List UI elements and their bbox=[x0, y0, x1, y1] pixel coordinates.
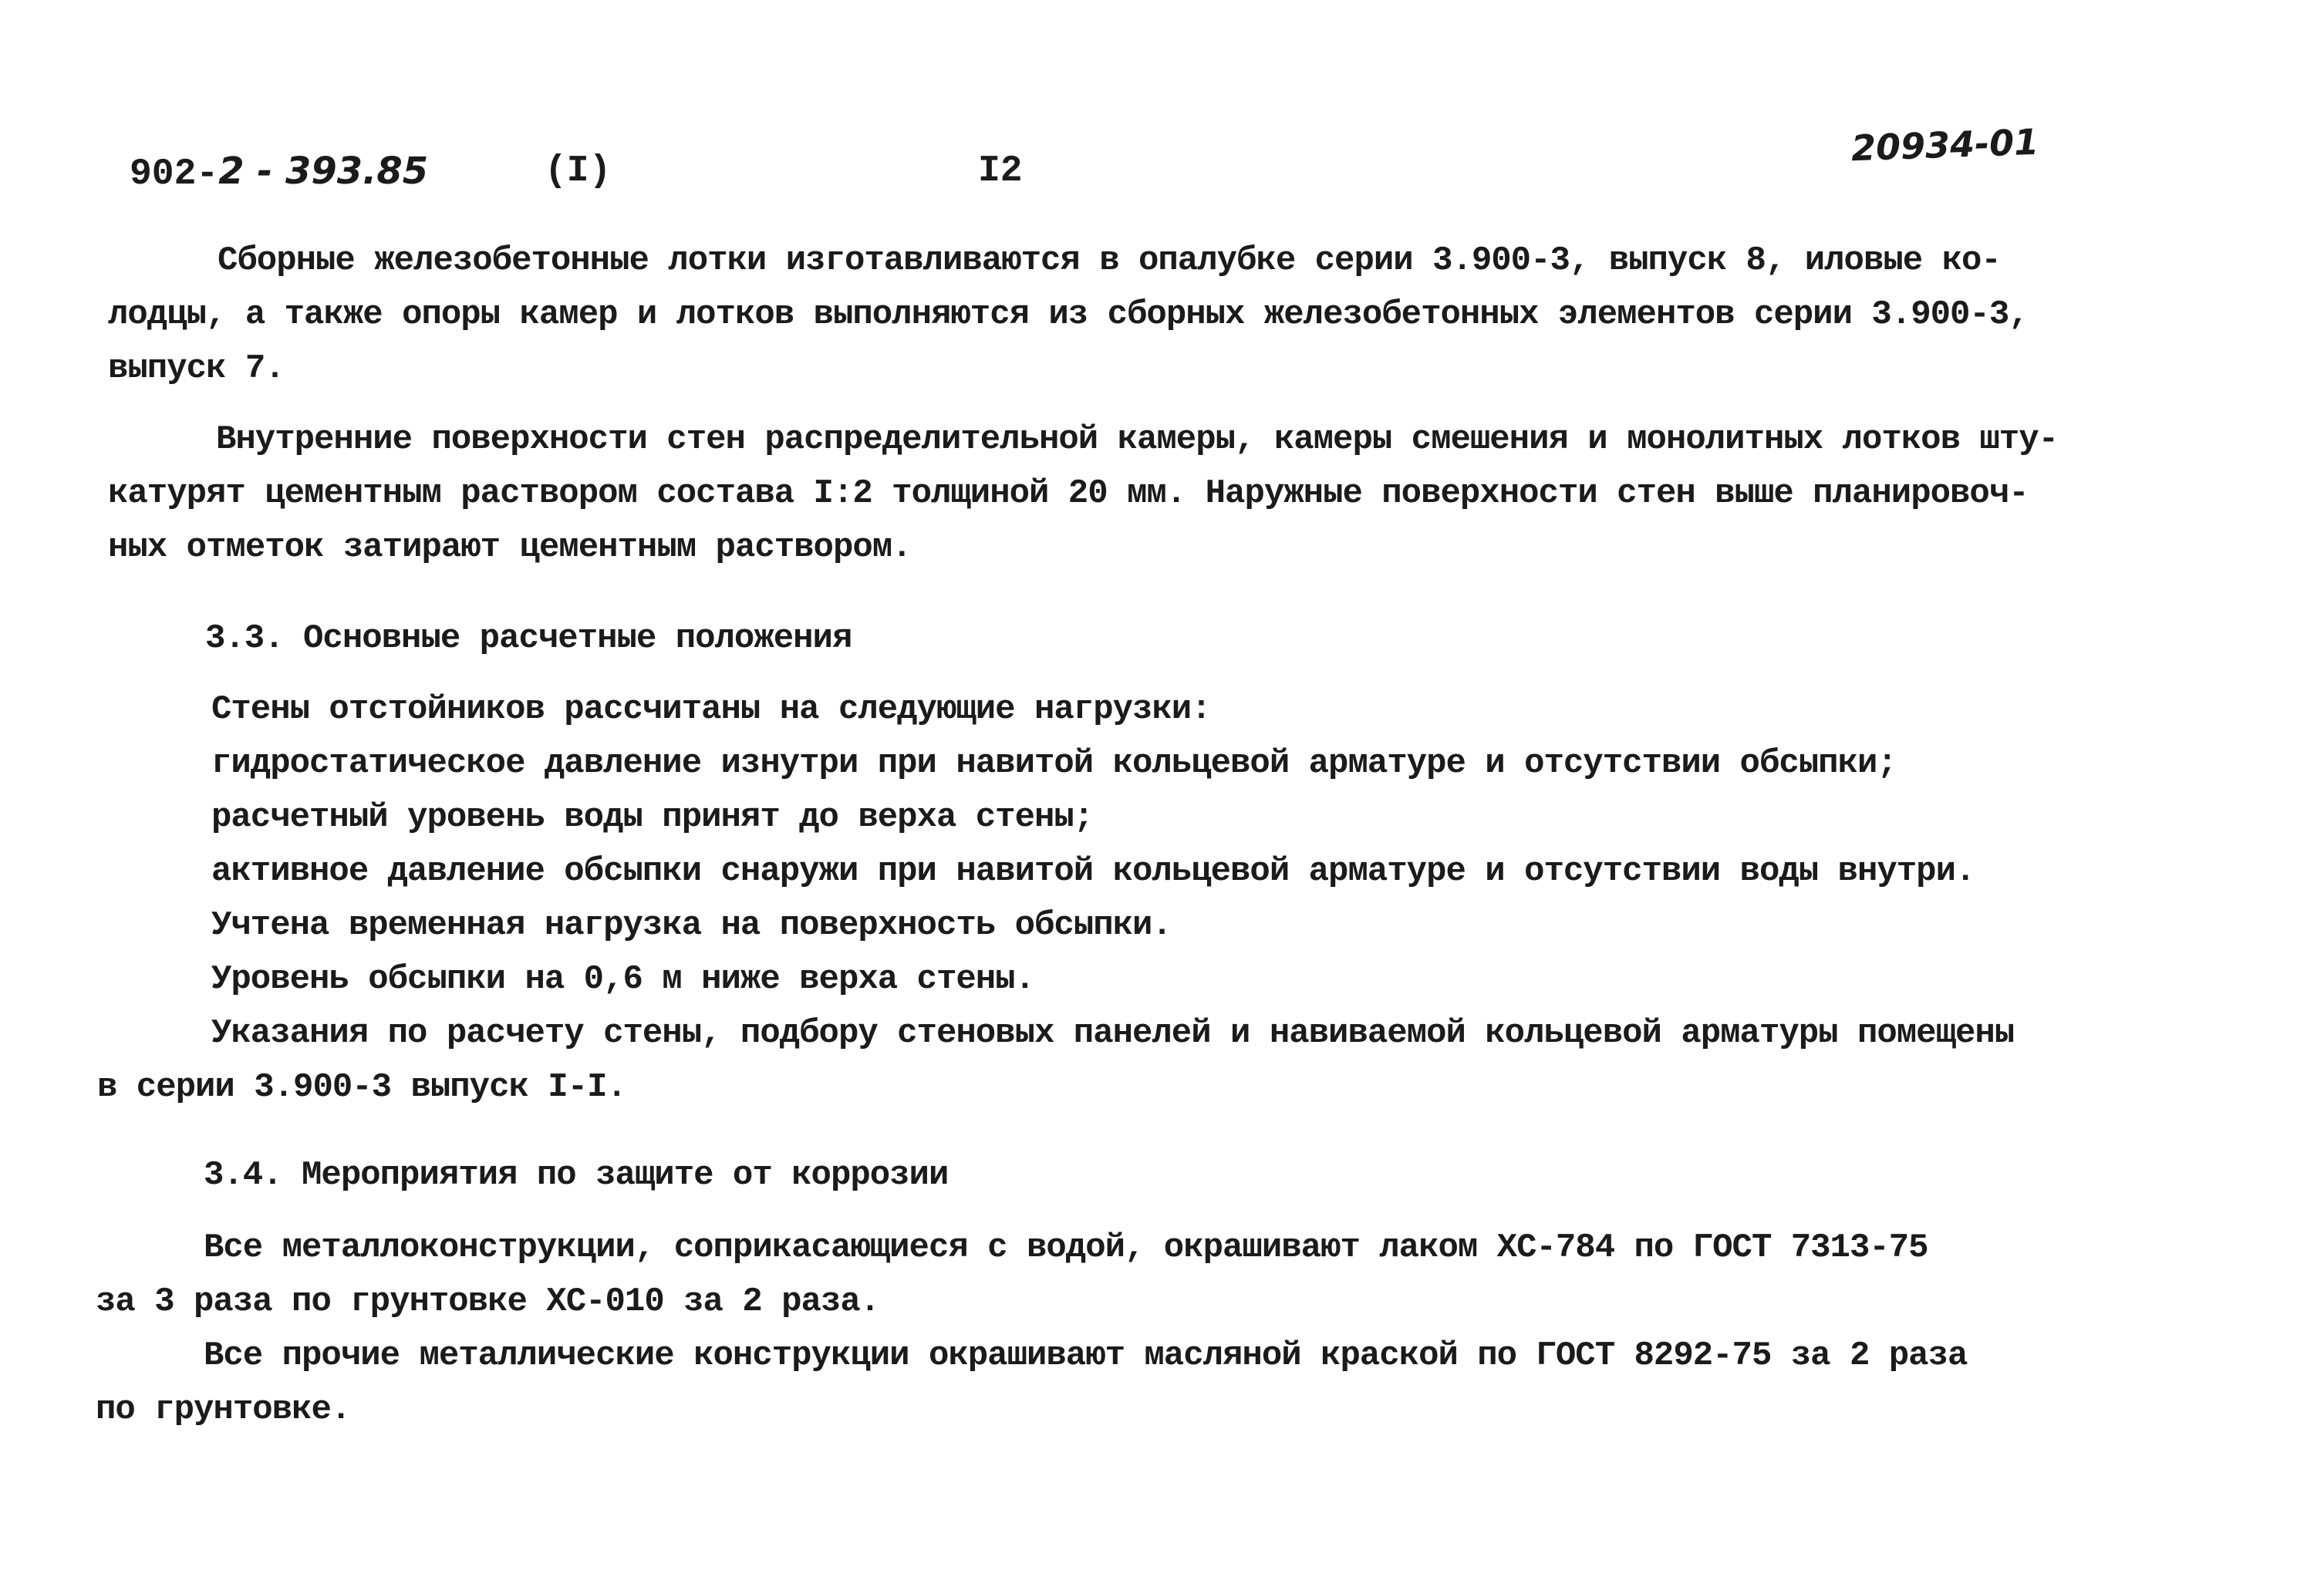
section-3-4-line-4: по грунтовке. bbox=[96, 1390, 351, 1429]
document-code-prefix: 902- bbox=[130, 153, 219, 195]
paragraph-2-line-1: Внутренние поверхности стен распределительной камеры, камеры смешения и монолитных лотков шту- bbox=[216, 420, 2059, 459]
paragraph-1-line-3: выпуск 7. bbox=[108, 349, 285, 388]
volume-label: (I) bbox=[545, 150, 612, 192]
section-3-3-line-8: в серии 3.900-3 выпуск I-I. bbox=[97, 1068, 626, 1107]
section-3-3-heading: 3.3. Основные расчетные положения bbox=[205, 619, 852, 658]
section-3-3-line-7: Указания по расчету стены, подбору стеновых панелей и навиваемой кольцевой арматуры помещены bbox=[211, 1014, 2015, 1053]
paragraph-2-line-2: катурят цементным раствором состава I:2 толщиной 20 мм. Наружные поверхности стен выше планировоч- bbox=[108, 474, 2029, 513]
section-3-4-heading: 3.4. Мероприятия по защите от коррозии bbox=[204, 1156, 949, 1195]
section-3-3-line-5: Учтена временная нагрузка на поверхность обсыпки. bbox=[211, 906, 1172, 945]
section-3-4-line-2: за 3 раза по грунтовке ХС-010 за 2 раза. bbox=[96, 1282, 880, 1321]
section-3-3-line-3: расчетный уровень воды принят до верха стены; bbox=[211, 798, 1094, 837]
archive-stamp: 20934-01 bbox=[1850, 120, 2040, 170]
document-code-handwritten: 2 - 393.85 bbox=[218, 150, 429, 193]
document-code bbox=[130, 148, 428, 197]
section-3-3-line-6: Уровень обсыпки на 0,6 м ниже верха стены. bbox=[211, 960, 1034, 999]
page-number: I2 bbox=[978, 150, 1023, 192]
section-3-4-line-1: Все металлоконструкции, соприкасающиеся с водой, окрашивают лаком ХС-784 по ГОСТ 7313-75 bbox=[204, 1228, 1928, 1267]
section-3-3-line-1: Стены отстойников рассчитаны на следующие нагрузки: bbox=[211, 690, 1211, 729]
paragraph-1-line-2: лодцы, а также опоры камер и лотков выполняются из сборных железобетонных элементов серии 3.900-3, bbox=[108, 295, 2029, 334]
section-3-4-line-3: Все прочие металлические конструкции окрашивают масляной краской по ГОСТ 8292-75 за 2 раза bbox=[204, 1336, 1968, 1375]
paragraph-2-line-3: ных отметок затирают цементным раствором. bbox=[108, 528, 912, 567]
section-3-3-line-4: активное давление обсыпки снаружи при навитой кольцевой арматуре и отсутствии воды внутри. bbox=[211, 852, 1975, 891]
section-3-3-line-2: гидростатическое давление изнутри при навитой кольцевой арматуре и отсутствии обсыпки; bbox=[211, 744, 1897, 783]
paragraph-1-line-1: Сборные железобетонные лотки изготавливаются в опалубке серии 3.900-3, выпуск 8, иловые ко- bbox=[218, 241, 2001, 280]
